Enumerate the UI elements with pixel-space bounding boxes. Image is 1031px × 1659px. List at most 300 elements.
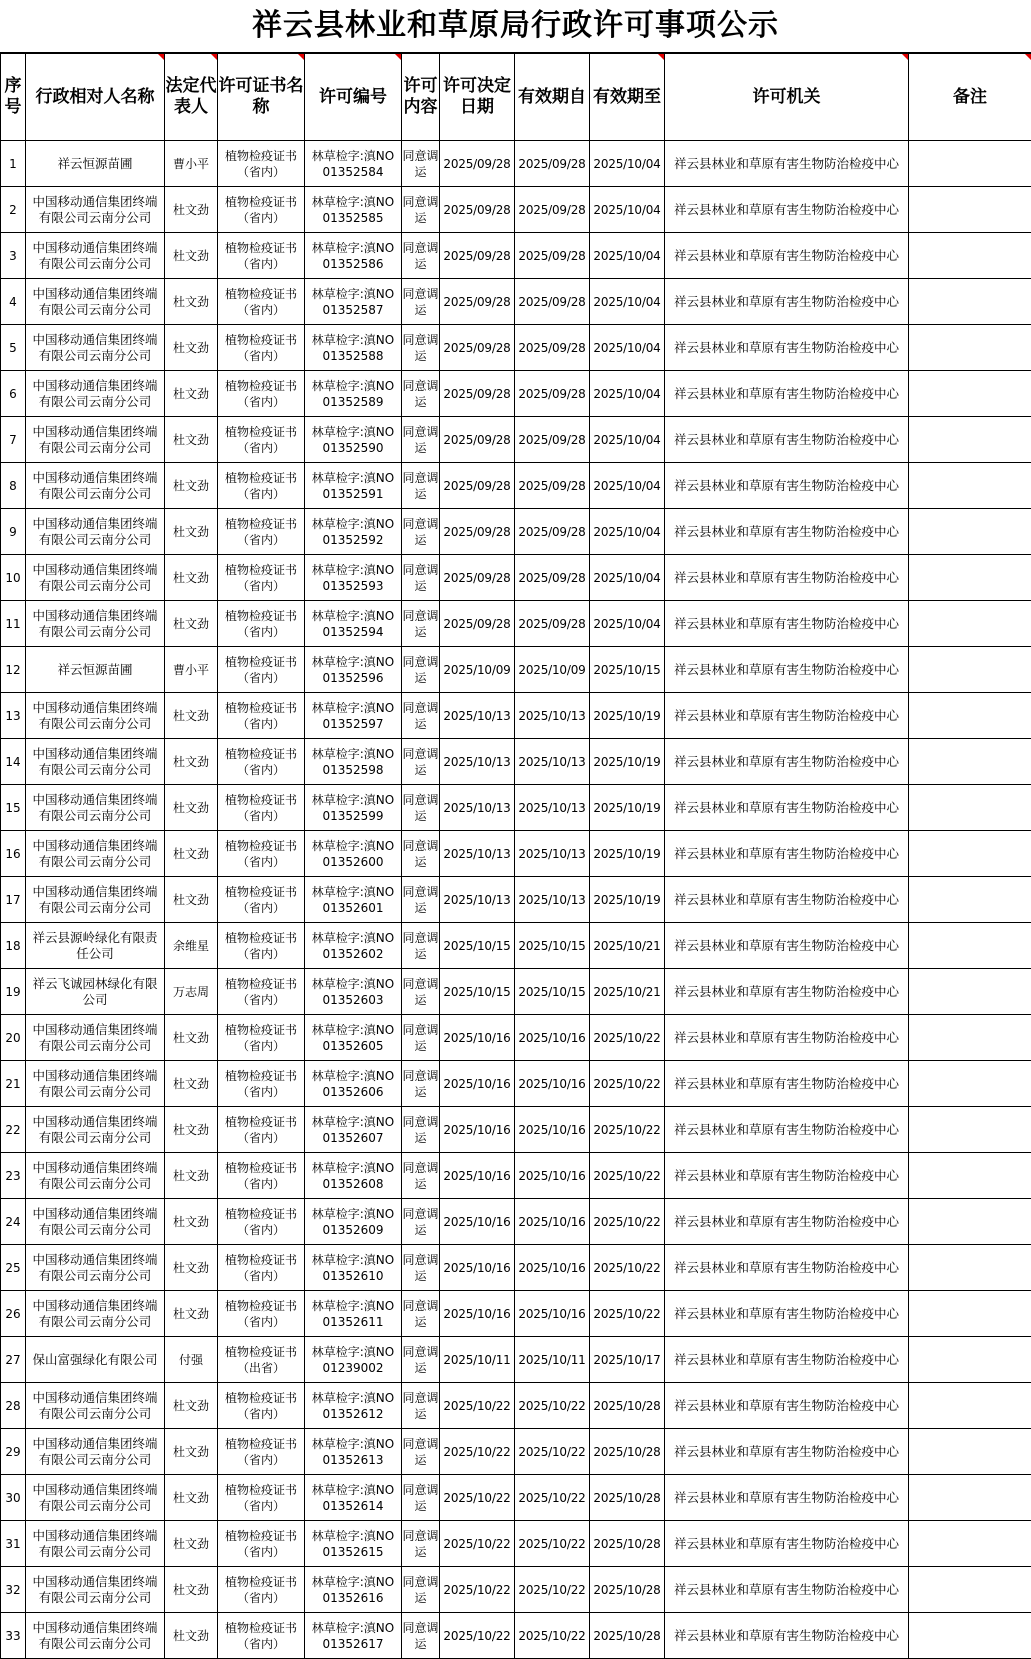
cell-cert-no[interactable]: 林草检字:滇NO 01352605 (305, 1015, 402, 1061)
cell-remark[interactable] (909, 233, 1031, 279)
cell-valid-to[interactable]: 2025/10/28 (590, 1613, 665, 1659)
cell-content[interactable]: 同意调运 (402, 923, 440, 969)
cell-remark[interactable] (909, 1521, 1031, 1567)
cell-counterparty[interactable]: 中国移动通信集团终端有限公司云南分公司 (26, 831, 165, 877)
cell-seq[interactable]: 2 (1, 187, 26, 233)
cell-valid-to[interactable]: 2025/10/22 (590, 1061, 665, 1107)
cell-remark[interactable] (909, 693, 1031, 739)
cell-content[interactable]: 同意调运 (402, 1015, 440, 1061)
cell-remark[interactable] (909, 739, 1031, 785)
cell-authority[interactable]: 祥云县林业和草原有害生物防治检疫中心 (665, 1291, 909, 1337)
cell-decision-date[interactable]: 2025/09/28 (440, 233, 515, 279)
cell-remark[interactable] (909, 325, 1031, 371)
cell-seq[interactable]: 30 (1, 1475, 26, 1521)
cell-valid-from[interactable]: 2025/10/22 (515, 1521, 590, 1567)
cell-valid-from[interactable]: 2025/10/16 (515, 1199, 590, 1245)
header-valid-to[interactable]: 有效期至 (590, 54, 665, 141)
cell-content[interactable]: 同意调运 (402, 1567, 440, 1613)
cell-cert-no[interactable]: 林草检字:滇NO 01352587 (305, 279, 402, 325)
cell-legal-rep[interactable]: 杜文劲 (165, 1613, 218, 1659)
cell-counterparty[interactable]: 祥云县源岭绿化有限责任公司 (26, 923, 165, 969)
cell-legal-rep[interactable]: 杜文劲 (165, 417, 218, 463)
cell-seq[interactable]: 17 (1, 877, 26, 923)
cell-valid-to[interactable]: 2025/10/04 (590, 325, 665, 371)
cell-authority[interactable]: 祥云县林业和草原有害生物防治检疫中心 (665, 417, 909, 463)
cell-content[interactable]: 同意调运 (402, 969, 440, 1015)
cell-valid-from[interactable]: 2025/10/16 (515, 1107, 590, 1153)
cell-remark[interactable] (909, 417, 1031, 463)
cell-valid-to[interactable]: 2025/10/22 (590, 1291, 665, 1337)
cell-cert-name[interactable]: 植物检疫证书（省内） (218, 831, 305, 877)
cell-content[interactable]: 同意调运 (402, 1383, 440, 1429)
cell-valid-to[interactable]: 2025/10/04 (590, 555, 665, 601)
cell-cert-no[interactable]: 林草检字:滇NO 01352611 (305, 1291, 402, 1337)
cell-valid-from[interactable]: 2025/10/16 (515, 1291, 590, 1337)
cell-valid-from[interactable]: 2025/09/28 (515, 555, 590, 601)
cell-decision-date[interactable]: 2025/10/16 (440, 1153, 515, 1199)
cell-valid-from[interactable]: 2025/09/28 (515, 509, 590, 555)
cell-valid-to[interactable]: 2025/10/22 (590, 1153, 665, 1199)
cell-cert-no[interactable]: 林草检字:滇NO 01352608 (305, 1153, 402, 1199)
cell-legal-rep[interactable]: 杜文劲 (165, 279, 218, 325)
cell-authority[interactable]: 祥云县林业和草原有害生物防治检疫中心 (665, 141, 909, 187)
cell-cert-name[interactable]: 植物检疫证书（省内） (218, 325, 305, 371)
cell-valid-from[interactable]: 2025/10/15 (515, 923, 590, 969)
cell-legal-rep[interactable]: 杜文劲 (165, 187, 218, 233)
cell-cert-name[interactable]: 植物检疫证书（省内） (218, 1245, 305, 1291)
cell-valid-from[interactable]: 2025/10/09 (515, 647, 590, 693)
cell-cert-name[interactable]: 植物检疫证书（省内） (218, 601, 305, 647)
cell-cert-name[interactable]: 植物检疫证书（省内） (218, 1475, 305, 1521)
cell-remark[interactable] (909, 187, 1031, 233)
cell-authority[interactable]: 祥云县林业和草原有害生物防治检疫中心 (665, 1383, 909, 1429)
cell-authority[interactable]: 祥云县林业和草原有害生物防治检疫中心 (665, 1337, 909, 1383)
cell-decision-date[interactable]: 2025/10/22 (440, 1429, 515, 1475)
cell-cert-name[interactable]: 植物检疫证书（省内） (218, 693, 305, 739)
cell-seq[interactable]: 3 (1, 233, 26, 279)
cell-remark[interactable] (909, 1291, 1031, 1337)
cell-decision-date[interactable]: 2025/09/28 (440, 555, 515, 601)
cell-valid-from[interactable]: 2025/10/16 (515, 1153, 590, 1199)
cell-decision-date[interactable]: 2025/10/16 (440, 1199, 515, 1245)
cell-authority[interactable]: 祥云县林业和草原有害生物防治检疫中心 (665, 1429, 909, 1475)
cell-decision-date[interactable]: 2025/09/28 (440, 371, 515, 417)
cell-counterparty[interactable]: 中国移动通信集团终端有限公司云南分公司 (26, 279, 165, 325)
cell-remark[interactable] (909, 1567, 1031, 1613)
cell-seq[interactable]: 28 (1, 1383, 26, 1429)
cell-remark[interactable] (909, 969, 1031, 1015)
cell-remark[interactable] (909, 1383, 1031, 1429)
cell-counterparty[interactable]: 祥云飞诚园林绿化有限公司 (26, 969, 165, 1015)
cell-valid-to[interactable]: 2025/10/22 (590, 1015, 665, 1061)
cell-remark[interactable] (909, 1061, 1031, 1107)
cell-legal-rep[interactable]: 杜文劲 (165, 785, 218, 831)
cell-cert-no[interactable]: 林草检字:滇NO 01352612 (305, 1383, 402, 1429)
cell-seq[interactable]: 10 (1, 555, 26, 601)
cell-counterparty[interactable]: 中国移动通信集团终端有限公司云南分公司 (26, 1475, 165, 1521)
cell-content[interactable]: 同意调运 (402, 647, 440, 693)
cell-remark[interactable] (909, 831, 1031, 877)
cell-content[interactable]: 同意调运 (402, 1245, 440, 1291)
cell-legal-rep[interactable]: 杜文劲 (165, 371, 218, 417)
cell-cert-name[interactable]: 植物检疫证书（省内） (218, 1567, 305, 1613)
cell-legal-rep[interactable]: 杜文劲 (165, 1291, 218, 1337)
cell-authority[interactable]: 祥云县林业和草原有害生物防治检疫中心 (665, 187, 909, 233)
cell-decision-date[interactable]: 2025/10/15 (440, 969, 515, 1015)
cell-valid-from[interactable]: 2025/10/15 (515, 969, 590, 1015)
cell-cert-name[interactable]: 植物检疫证书（省内） (218, 1015, 305, 1061)
cell-decision-date[interactable]: 2025/10/16 (440, 1245, 515, 1291)
cell-content[interactable]: 同意调运 (402, 1475, 440, 1521)
cell-seq[interactable]: 21 (1, 1061, 26, 1107)
cell-authority[interactable]: 祥云县林业和草原有害生物防治检疫中心 (665, 1475, 909, 1521)
cell-cert-name[interactable]: 植物检疫证书（省内） (218, 739, 305, 785)
cell-remark[interactable] (909, 1107, 1031, 1153)
cell-content[interactable]: 同意调运 (402, 555, 440, 601)
cell-cert-name[interactable]: 植物检疫证书（省内） (218, 1061, 305, 1107)
cell-seq[interactable]: 14 (1, 739, 26, 785)
cell-counterparty[interactable]: 中国移动通信集团终端有限公司云南分公司 (26, 1567, 165, 1613)
cell-content[interactable]: 同意调运 (402, 1429, 440, 1475)
cell-remark[interactable] (909, 509, 1031, 555)
cell-valid-to[interactable]: 2025/10/19 (590, 785, 665, 831)
cell-counterparty[interactable]: 中国移动通信集团终端有限公司云南分公司 (26, 739, 165, 785)
cell-remark[interactable] (909, 923, 1031, 969)
cell-cert-name[interactable]: 植物检疫证书（省内） (218, 969, 305, 1015)
cell-cert-no[interactable]: 林草检字:滇NO 01352590 (305, 417, 402, 463)
cell-valid-from[interactable]: 2025/09/28 (515, 325, 590, 371)
cell-authority[interactable]: 祥云县林业和草原有害生物防治检疫中心 (665, 693, 909, 739)
cell-seq[interactable]: 12 (1, 647, 26, 693)
cell-counterparty[interactable]: 中国移动通信集团终端有限公司云南分公司 (26, 1613, 165, 1659)
header-counterparty[interactable]: 行政相对人名称 (26, 54, 165, 141)
cell-decision-date[interactable]: 2025/09/28 (440, 509, 515, 555)
cell-valid-to[interactable]: 2025/10/04 (590, 233, 665, 279)
cell-valid-to[interactable]: 2025/10/19 (590, 739, 665, 785)
cell-cert-name[interactable]: 植物检疫证书（省内） (218, 463, 305, 509)
cell-legal-rep[interactable]: 杜文劲 (165, 1567, 218, 1613)
cell-remark[interactable] (909, 1475, 1031, 1521)
cell-valid-to[interactable]: 2025/10/04 (590, 417, 665, 463)
cell-cert-no[interactable]: 林草检字:滇NO 01352602 (305, 923, 402, 969)
cell-seq[interactable]: 6 (1, 371, 26, 417)
cell-valid-from[interactable]: 2025/10/16 (515, 1061, 590, 1107)
cell-valid-to[interactable]: 2025/10/21 (590, 923, 665, 969)
cell-content[interactable]: 同意调运 (402, 831, 440, 877)
cell-counterparty[interactable]: 中国移动通信集团终端有限公司云南分公司 (26, 1199, 165, 1245)
cell-legal-rep[interactable]: 杜文劲 (165, 693, 218, 739)
cell-cert-name[interactable]: 植物检疫证书（省内） (218, 187, 305, 233)
cell-decision-date[interactable]: 2025/09/28 (440, 141, 515, 187)
cell-content[interactable]: 同意调运 (402, 785, 440, 831)
cell-counterparty[interactable]: 中国移动通信集团终端有限公司云南分公司 (26, 233, 165, 279)
cell-valid-to[interactable]: 2025/10/19 (590, 831, 665, 877)
cell-decision-date[interactable]: 2025/09/28 (440, 463, 515, 509)
cell-counterparty[interactable]: 中国移动通信集团终端有限公司云南分公司 (26, 877, 165, 923)
cell-decision-date[interactable]: 2025/10/13 (440, 693, 515, 739)
cell-counterparty[interactable]: 中国移动通信集团终端有限公司云南分公司 (26, 1015, 165, 1061)
cell-legal-rep[interactable]: 杜文劲 (165, 1153, 218, 1199)
cell-cert-name[interactable]: 植物检疫证书（省内） (218, 555, 305, 601)
cell-content[interactable]: 同意调运 (402, 1061, 440, 1107)
cell-authority[interactable]: 祥云县林业和草原有害生物防治检疫中心 (665, 1521, 909, 1567)
cell-remark[interactable] (909, 463, 1031, 509)
cell-decision-date[interactable]: 2025/10/13 (440, 739, 515, 785)
cell-valid-from[interactable]: 2025/09/28 (515, 417, 590, 463)
cell-legal-rep[interactable]: 杜文劲 (165, 739, 218, 785)
cell-seq[interactable]: 23 (1, 1153, 26, 1199)
cell-cert-name[interactable]: 植物检疫证书（省内） (218, 1153, 305, 1199)
cell-authority[interactable]: 祥云县林业和草原有害生物防治检疫中心 (665, 1061, 909, 1107)
cell-authority[interactable]: 祥云县林业和草原有害生物防治检疫中心 (665, 877, 909, 923)
cell-content[interactable]: 同意调运 (402, 877, 440, 923)
header-legal-rep[interactable]: 法定代表人 (165, 54, 218, 141)
cell-decision-date[interactable]: 2025/10/16 (440, 1015, 515, 1061)
cell-decision-date[interactable]: 2025/10/13 (440, 831, 515, 877)
cell-legal-rep[interactable]: 杜文劲 (165, 877, 218, 923)
cell-content[interactable]: 同意调运 (402, 371, 440, 417)
cell-cert-no[interactable]: 林草检字:滇NO 01352589 (305, 371, 402, 417)
cell-seq[interactable]: 11 (1, 601, 26, 647)
cell-decision-date[interactable]: 2025/09/28 (440, 325, 515, 371)
header-authority[interactable]: 许可机关 (665, 54, 909, 141)
cell-legal-rep[interactable]: 杜文劲 (165, 1245, 218, 1291)
cell-seq[interactable]: 29 (1, 1429, 26, 1475)
cell-seq[interactable]: 20 (1, 1015, 26, 1061)
cell-valid-to[interactable]: 2025/10/22 (590, 1245, 665, 1291)
cell-authority[interactable]: 祥云县林业和草原有害生物防治检疫中心 (665, 279, 909, 325)
cell-legal-rep[interactable]: 杜文劲 (165, 831, 218, 877)
cell-cert-name[interactable]: 植物检疫证书（省内） (218, 279, 305, 325)
cell-decision-date[interactable]: 2025/09/28 (440, 187, 515, 233)
cell-cert-no[interactable]: 林草检字:滇NO 01352601 (305, 877, 402, 923)
cell-valid-to[interactable]: 2025/10/28 (590, 1521, 665, 1567)
cell-authority[interactable]: 祥云县林业和草原有害生物防治检疫中心 (665, 1107, 909, 1153)
cell-cert-name[interactable]: 植物检疫证书（省内） (218, 923, 305, 969)
cell-authority[interactable]: 祥云县林业和草原有害生物防治检疫中心 (665, 785, 909, 831)
cell-content[interactable]: 同意调运 (402, 233, 440, 279)
cell-remark[interactable] (909, 555, 1031, 601)
cell-cert-no[interactable]: 林草检字:滇NO 01352607 (305, 1107, 402, 1153)
cell-counterparty[interactable]: 中国移动通信集团终端有限公司云南分公司 (26, 417, 165, 463)
cell-valid-from[interactable]: 2025/09/28 (515, 371, 590, 417)
cell-cert-no[interactable]: 林草检字:滇NO 01352591 (305, 463, 402, 509)
cell-cert-no[interactable]: 林草检字:滇NO 01352593 (305, 555, 402, 601)
cell-valid-from[interactable]: 2025/10/22 (515, 1383, 590, 1429)
cell-seq[interactable]: 33 (1, 1613, 26, 1659)
cell-remark[interactable] (909, 1613, 1031, 1659)
cell-cert-name[interactable]: 植物检疫证书（省内） (218, 509, 305, 555)
cell-cert-no[interactable]: 林草检字:滇NO 01352597 (305, 693, 402, 739)
cell-valid-to[interactable]: 2025/10/28 (590, 1383, 665, 1429)
cell-valid-to[interactable]: 2025/10/04 (590, 463, 665, 509)
cell-legal-rep[interactable]: 杜文劲 (165, 1429, 218, 1475)
cell-valid-to[interactable]: 2025/10/28 (590, 1567, 665, 1613)
cell-decision-date[interactable]: 2025/09/28 (440, 601, 515, 647)
cell-valid-from[interactable]: 2025/09/28 (515, 279, 590, 325)
cell-valid-to[interactable]: 2025/10/15 (590, 647, 665, 693)
cell-cert-no[interactable]: 林草检字:滇NO 01352598 (305, 739, 402, 785)
cell-seq[interactable]: 15 (1, 785, 26, 831)
cell-seq[interactable]: 27 (1, 1337, 26, 1383)
cell-legal-rep[interactable]: 杜文劲 (165, 1199, 218, 1245)
cell-seq[interactable]: 26 (1, 1291, 26, 1337)
header-seq[interactable]: 序号 (1, 54, 26, 141)
cell-valid-to[interactable]: 2025/10/28 (590, 1475, 665, 1521)
cell-counterparty[interactable]: 中国移动通信集团终端有限公司云南分公司 (26, 1383, 165, 1429)
cell-counterparty[interactable]: 中国移动通信集团终端有限公司云南分公司 (26, 1245, 165, 1291)
cell-remark[interactable] (909, 877, 1031, 923)
cell-valid-from[interactable]: 2025/10/22 (515, 1475, 590, 1521)
cell-cert-no[interactable]: 林草检字:滇NO 01352616 (305, 1567, 402, 1613)
cell-content[interactable]: 同意调运 (402, 1199, 440, 1245)
cell-decision-date[interactable]: 2025/09/28 (440, 279, 515, 325)
cell-content[interactable]: 同意调运 (402, 1521, 440, 1567)
cell-authority[interactable]: 祥云县林业和草原有害生物防治检疫中心 (665, 371, 909, 417)
cell-valid-to[interactable]: 2025/10/22 (590, 1199, 665, 1245)
cell-content[interactable]: 同意调运 (402, 141, 440, 187)
cell-decision-date[interactable]: 2025/10/22 (440, 1475, 515, 1521)
cell-valid-to[interactable]: 2025/10/21 (590, 969, 665, 1015)
cell-valid-to[interactable]: 2025/10/04 (590, 509, 665, 555)
cell-legal-rep[interactable]: 杜文劲 (165, 555, 218, 601)
cell-valid-to[interactable]: 2025/10/17 (590, 1337, 665, 1383)
cell-valid-from[interactable]: 2025/10/13 (515, 693, 590, 739)
cell-legal-rep[interactable]: 曹小平 (165, 647, 218, 693)
cell-counterparty[interactable]: 保山富强绿化有限公司 (26, 1337, 165, 1383)
cell-seq[interactable]: 16 (1, 831, 26, 877)
cell-authority[interactable]: 祥云县林业和草原有害生物防治检疫中心 (665, 1567, 909, 1613)
cell-legal-rep[interactable]: 杜文劲 (165, 1383, 218, 1429)
cell-remark[interactable] (909, 1429, 1031, 1475)
cell-seq[interactable]: 7 (1, 417, 26, 463)
cell-valid-from[interactable]: 2025/10/13 (515, 785, 590, 831)
cell-decision-date[interactable]: 2025/10/22 (440, 1567, 515, 1613)
cell-valid-from[interactable]: 2025/09/28 (515, 233, 590, 279)
cell-cert-no[interactable]: 林草检字:滇NO 01352614 (305, 1475, 402, 1521)
cell-content[interactable]: 同意调运 (402, 1337, 440, 1383)
cell-cert-no[interactable]: 林草检字:滇NO 01352603 (305, 969, 402, 1015)
cell-remark[interactable] (909, 647, 1031, 693)
header-valid-from[interactable]: 有效期自 (515, 54, 590, 141)
cell-decision-date[interactable]: 2025/09/28 (440, 417, 515, 463)
cell-valid-to[interactable]: 2025/10/04 (590, 371, 665, 417)
cell-content[interactable]: 同意调运 (402, 325, 440, 371)
cell-valid-from[interactable]: 2025/09/28 (515, 141, 590, 187)
cell-authority[interactable]: 祥云县林业和草原有害生物防治检疫中心 (665, 923, 909, 969)
cell-counterparty[interactable]: 中国移动通信集团终端有限公司云南分公司 (26, 1521, 165, 1567)
cell-valid-from[interactable]: 2025/09/28 (515, 187, 590, 233)
cell-cert-name[interactable]: 植物检疫证书（省内） (218, 877, 305, 923)
cell-seq[interactable]: 5 (1, 325, 26, 371)
cell-counterparty[interactable]: 中国移动通信集团终端有限公司云南分公司 (26, 785, 165, 831)
cell-legal-rep[interactable]: 杜文劲 (165, 463, 218, 509)
cell-valid-from[interactable]: 2025/10/13 (515, 739, 590, 785)
cell-counterparty[interactable]: 中国移动通信集团终端有限公司云南分公司 (26, 371, 165, 417)
cell-counterparty[interactable]: 中国移动通信集团终端有限公司云南分公司 (26, 1153, 165, 1199)
cell-decision-date[interactable]: 2025/10/15 (440, 923, 515, 969)
cell-cert-name[interactable]: 植物检疫证书（省内） (218, 1383, 305, 1429)
cell-remark[interactable] (909, 785, 1031, 831)
cell-remark[interactable] (909, 601, 1031, 647)
cell-seq[interactable]: 9 (1, 509, 26, 555)
cell-decision-date[interactable]: 2025/10/16 (440, 1061, 515, 1107)
cell-cert-name[interactable]: 植物检疫证书（省内） (218, 417, 305, 463)
cell-authority[interactable]: 祥云县林业和草原有害生物防治检疫中心 (665, 509, 909, 555)
cell-authority[interactable]: 祥云县林业和草原有害生物防治检疫中心 (665, 1015, 909, 1061)
cell-content[interactable]: 同意调运 (402, 1107, 440, 1153)
cell-cert-no[interactable]: 林草检字:滇NO 01352610 (305, 1245, 402, 1291)
cell-counterparty[interactable]: 祥云恒源苗圃 (26, 647, 165, 693)
cell-counterparty[interactable]: 中国移动通信集团终端有限公司云南分公司 (26, 601, 165, 647)
cell-valid-to[interactable]: 2025/10/04 (590, 279, 665, 325)
cell-legal-rep[interactable]: 余维星 (165, 923, 218, 969)
cell-valid-from[interactable]: 2025/10/22 (515, 1613, 590, 1659)
cell-counterparty[interactable]: 中国移动通信集团终端有限公司云南分公司 (26, 1429, 165, 1475)
cell-remark[interactable] (909, 1015, 1031, 1061)
cell-valid-to[interactable]: 2025/10/28 (590, 1429, 665, 1475)
cell-decision-date[interactable]: 2025/10/11 (440, 1337, 515, 1383)
cell-cert-no[interactable]: 林草检字:滇NO 01352606 (305, 1061, 402, 1107)
cell-content[interactable]: 同意调运 (402, 1153, 440, 1199)
cell-seq[interactable]: 4 (1, 279, 26, 325)
cell-seq[interactable]: 13 (1, 693, 26, 739)
header-decision-date[interactable]: 许可决定日期 (440, 54, 515, 141)
cell-valid-to[interactable]: 2025/10/22 (590, 1107, 665, 1153)
cell-legal-rep[interactable]: 杜文劲 (165, 1107, 218, 1153)
cell-cert-no[interactable]: 林草检字:滇NO 01352613 (305, 1429, 402, 1475)
cell-cert-no[interactable]: 林草检字:滇NO 01352592 (305, 509, 402, 555)
header-remark[interactable]: 备注 (909, 54, 1031, 141)
cell-valid-to[interactable]: 2025/10/19 (590, 877, 665, 923)
cell-counterparty[interactable]: 中国移动通信集团终端有限公司云南分公司 (26, 1061, 165, 1107)
cell-valid-from[interactable]: 2025/10/22 (515, 1429, 590, 1475)
cell-valid-from[interactable]: 2025/10/22 (515, 1567, 590, 1613)
cell-valid-from[interactable]: 2025/09/28 (515, 463, 590, 509)
cell-cert-name[interactable]: 植物检疫证书（省内） (218, 1291, 305, 1337)
cell-legal-rep[interactable]: 杜文劲 (165, 1015, 218, 1061)
cell-counterparty[interactable]: 中国移动通信集团终端有限公司云南分公司 (26, 693, 165, 739)
cell-authority[interactable]: 祥云县林业和草原有害生物防治检疫中心 (665, 1153, 909, 1199)
cell-valid-to[interactable]: 2025/10/19 (590, 693, 665, 739)
cell-cert-no[interactable]: 林草检字:滇NO 01352584 (305, 141, 402, 187)
cell-valid-from[interactable]: 2025/10/16 (515, 1015, 590, 1061)
cell-seq[interactable]: 18 (1, 923, 26, 969)
cell-seq[interactable]: 31 (1, 1521, 26, 1567)
cell-remark[interactable] (909, 371, 1031, 417)
cell-seq[interactable]: 25 (1, 1245, 26, 1291)
cell-legal-rep[interactable]: 杜文劲 (165, 1061, 218, 1107)
cell-legal-rep[interactable]: 付强 (165, 1337, 218, 1383)
cell-seq[interactable]: 22 (1, 1107, 26, 1153)
cell-cert-name[interactable]: 植物检疫证书（省内） (218, 785, 305, 831)
cell-legal-rep[interactable]: 万志周 (165, 969, 218, 1015)
cell-remark[interactable] (909, 1245, 1031, 1291)
cell-legal-rep[interactable]: 杜文劲 (165, 325, 218, 371)
cell-cert-no[interactable]: 林草检字:滇NO 01352599 (305, 785, 402, 831)
cell-valid-to[interactable]: 2025/10/04 (590, 187, 665, 233)
cell-authority[interactable]: 祥云县林业和草原有害生物防治检疫中心 (665, 601, 909, 647)
cell-decision-date[interactable]: 2025/10/13 (440, 785, 515, 831)
cell-counterparty[interactable]: 中国移动通信集团终端有限公司云南分公司 (26, 463, 165, 509)
cell-cert-name[interactable]: 植物检疫证书（省内） (218, 141, 305, 187)
cell-cert-no[interactable]: 林草检字:滇NO 01352609 (305, 1199, 402, 1245)
cell-seq[interactable]: 1 (1, 141, 26, 187)
cell-content[interactable]: 同意调运 (402, 601, 440, 647)
cell-cert-name[interactable]: 植物检疫证书（省内） (218, 1613, 305, 1659)
cell-content[interactable]: 同意调运 (402, 1291, 440, 1337)
cell-authority[interactable]: 祥云县林业和草原有害生物防治检疫中心 (665, 1199, 909, 1245)
